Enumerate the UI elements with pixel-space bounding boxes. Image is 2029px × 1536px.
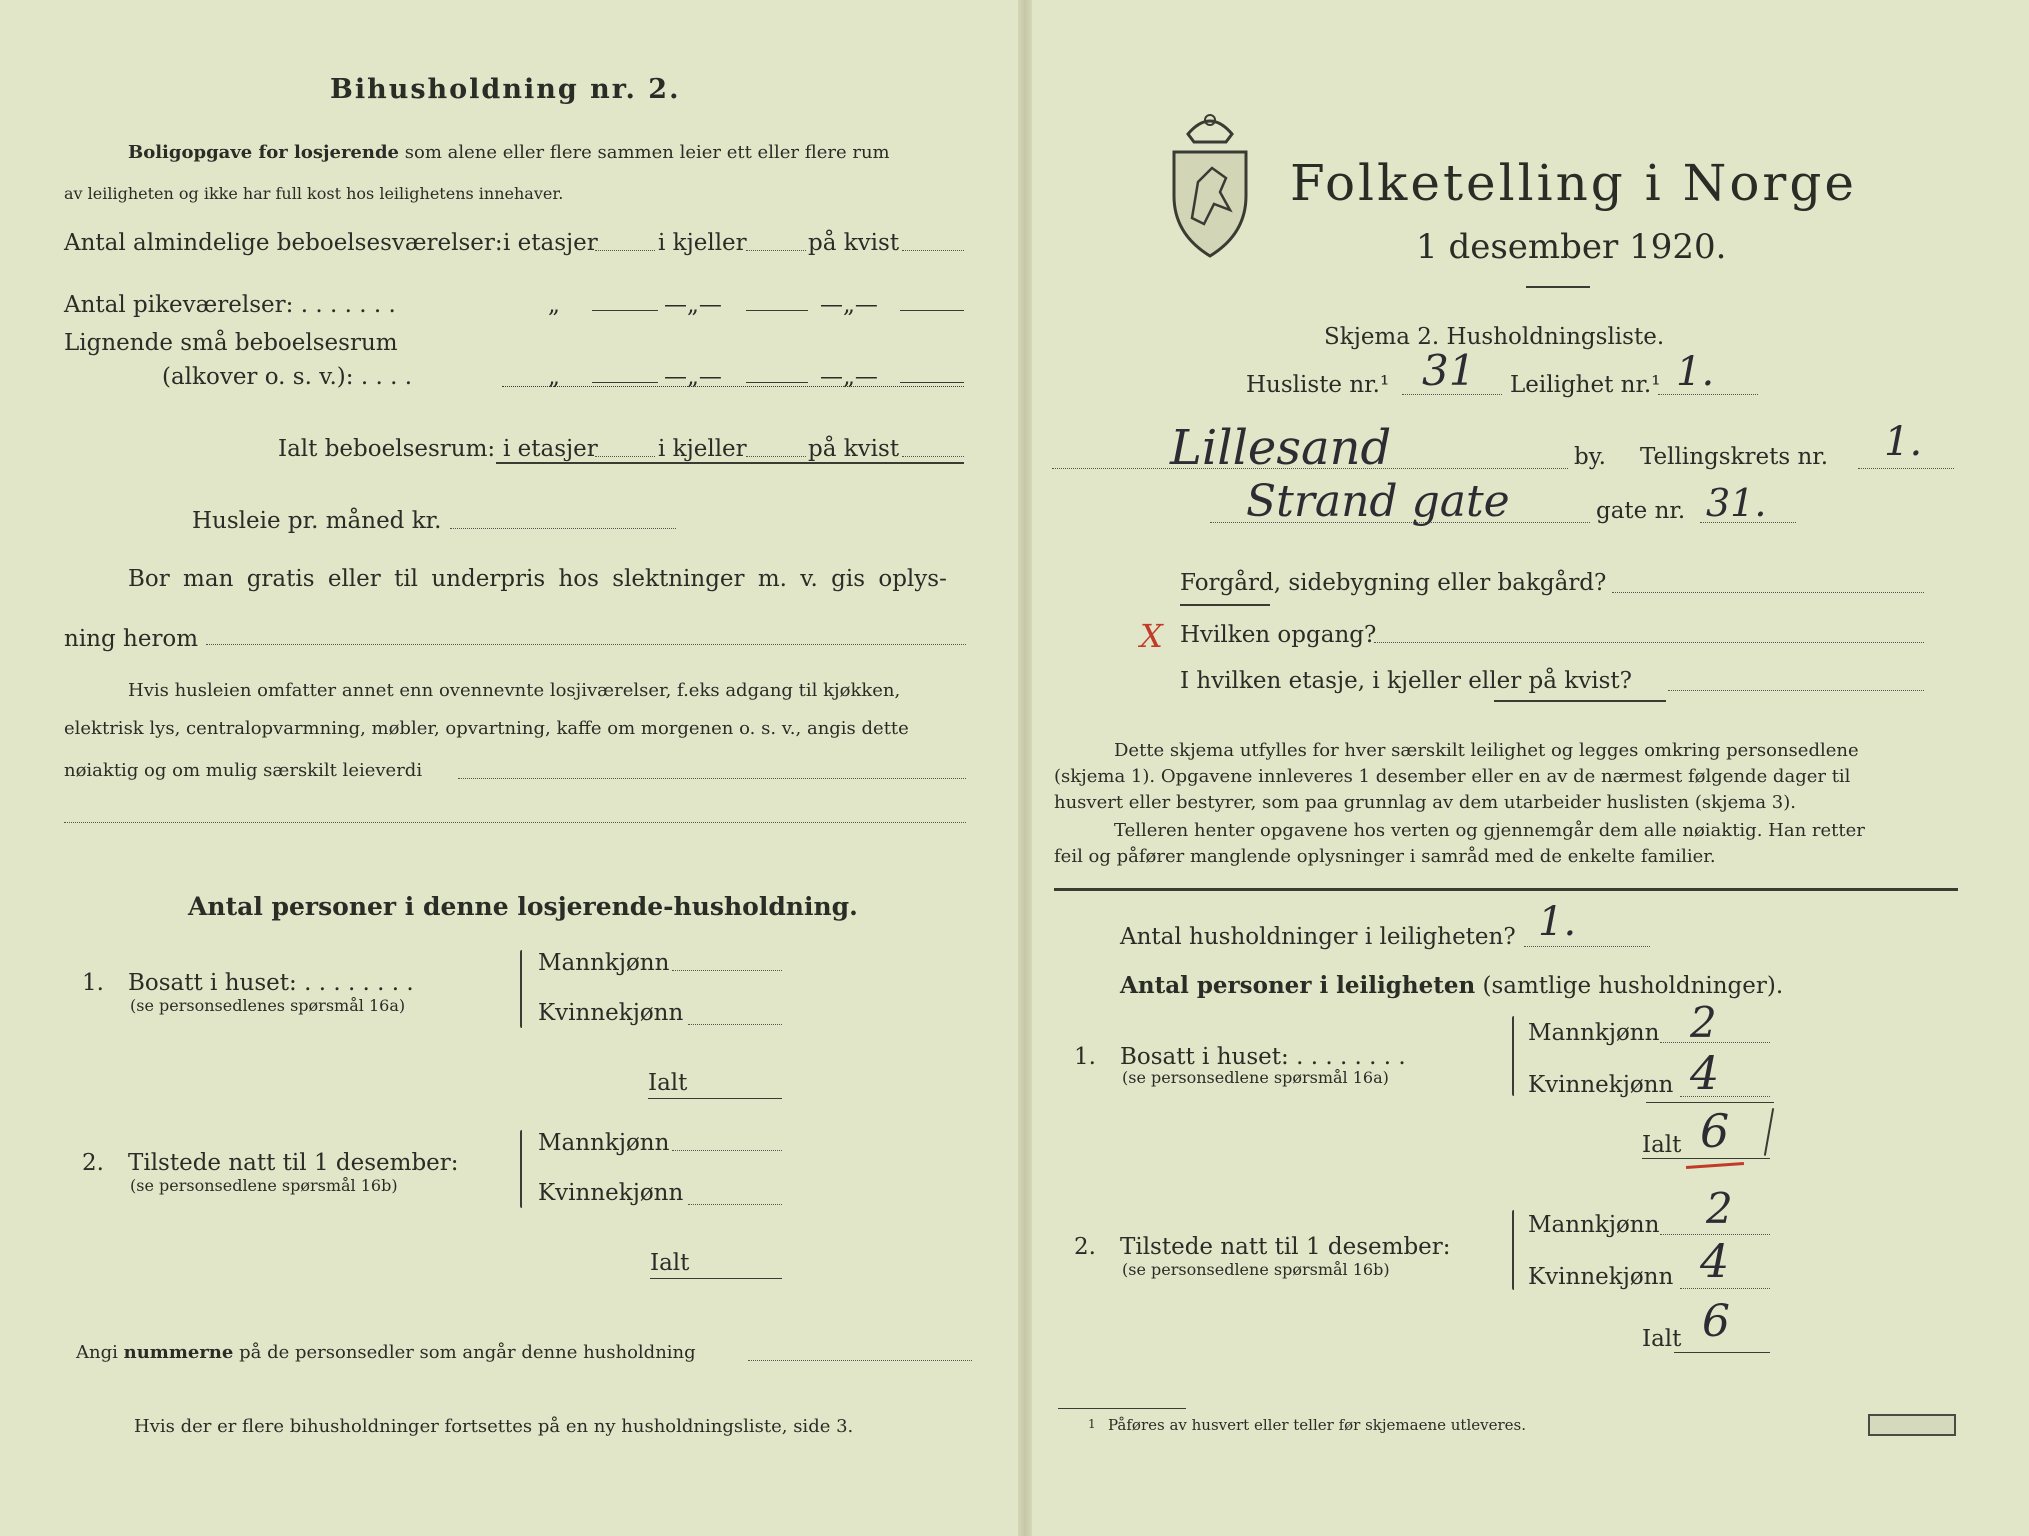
lignende-underline xyxy=(502,386,964,387)
left-q1-kvinne-label: Kvinnekjønn xyxy=(538,1000,684,1026)
rooms-kjeller-label: i kjeller xyxy=(658,230,747,256)
krets-value: 1. xyxy=(1884,419,1923,465)
krets-field[interactable] xyxy=(1858,468,1954,469)
right-persons-heading xyxy=(1120,974,1783,998)
gratis-line-1: Bor man gratis eller til underpris hos slektninger m. v. gis oplys- xyxy=(128,566,947,592)
right-q2-number: 2. xyxy=(1074,1234,1096,1260)
left-q1-brace xyxy=(520,950,522,1028)
instr-line-4: Telleren henter opgavene hos verten og gjennemgår dem alle nøiaktig. Han retter xyxy=(1114,820,1865,841)
pike-ditto-1: „ xyxy=(548,292,560,318)
husleie-label: Husleie pr. måned kr. xyxy=(192,508,442,534)
left-q2-sub: (se personsedlene spørsmål 16b) xyxy=(130,1176,398,1195)
right-q1-red-underline xyxy=(1686,1162,1744,1169)
lignende-field-1[interactable] xyxy=(592,382,658,383)
left-footer: Hvis der er flere bihusholdninger fortsettes på en ny husholdningsliste, side 3. xyxy=(134,1416,854,1437)
ialt-kjeller-label: i kjeller xyxy=(658,436,747,462)
left-q1-kvinne-field[interactable] xyxy=(688,1024,782,1025)
right-q1-label: Bosatt i huset: . . . . . . . . xyxy=(1120,1044,1406,1070)
lignende-ditto-3: —„— xyxy=(820,364,878,390)
ialt-kvist-field[interactable] xyxy=(902,456,964,457)
angi-bold: nummerne xyxy=(123,1342,234,1363)
husholdninger-value: 1. xyxy=(1538,899,1577,945)
right-persons-bold: Antal personer i leiligheten xyxy=(1120,972,1476,999)
right-q2-ialt-field[interactable] xyxy=(1674,1352,1770,1353)
note-line-1: Hvis husleien omfatter annet enn ovennevnte losjiværelser, f.eks adgang til kjøkken, xyxy=(128,680,901,701)
angi-line xyxy=(76,1344,696,1362)
footnote-marker: 1 xyxy=(1088,1417,1096,1431)
right-q1-ialt-value: 6 xyxy=(1700,1104,1730,1158)
rooms-kjeller-field[interactable] xyxy=(746,250,806,251)
right-title: Folketelling i Norge xyxy=(1290,154,1857,212)
left-q2-brace xyxy=(520,1130,522,1208)
census-date: 1 desember 1920. xyxy=(1416,227,1727,267)
ialt-rum-label: Ialt beboelsesrum: xyxy=(278,436,496,462)
footnote-rule xyxy=(1058,1408,1186,1409)
angi-pre: Angi xyxy=(76,1342,118,1363)
left-q2-ialt-label: Ialt xyxy=(650,1250,690,1276)
pike-field-3[interactable] xyxy=(900,310,964,311)
intro-line-1 xyxy=(128,144,890,162)
ialt-rum-underline xyxy=(496,462,964,464)
note-line-3: nøiaktig og om mulig særskilt leieverdi xyxy=(64,760,423,781)
gate-value: Strand gate xyxy=(1246,476,1510,527)
leilighet-value: 1. xyxy=(1676,349,1715,395)
right-q1-mann-label: Mannkjønn xyxy=(1528,1020,1660,1046)
right-q1-brace xyxy=(1512,1016,1514,1096)
pike-field-1[interactable] xyxy=(592,310,658,311)
page-fold xyxy=(1018,0,1032,1536)
by-value: Lillesand xyxy=(1170,420,1392,476)
pike-field-2[interactable] xyxy=(746,310,808,311)
etasje-field[interactable] xyxy=(1668,690,1924,691)
intro-line-2: av leiligheten og ikke har full kost hos leilighetens innehaver. xyxy=(64,184,564,203)
skjema-label: Skjema 2. Husholdningsliste. xyxy=(1324,324,1665,350)
forgard-label: Forgård, sidebygning eller bakgård? xyxy=(1180,570,1607,596)
gratis-line-2: ning herom xyxy=(64,626,199,652)
pike-ditto-3: —„— xyxy=(820,292,878,318)
husholdninger-label: Antal husholdninger i leiligheten? xyxy=(1120,924,1516,950)
note-line-2: elektrisk lys, centralopvarmning, møbler, opvartning, kaffe om morgenen o. s. v., angis dette xyxy=(64,718,909,739)
right-q2-label: Tilstede natt til 1 desember: xyxy=(1120,1234,1451,1260)
instr-line-1: Dette skjema utfylles for hver særskilt leilighet og legges omkring personsedlene xyxy=(1114,740,1859,761)
right-q1-ialt-field[interactable] xyxy=(1642,1158,1770,1159)
krets-label: Tellingskrets nr. xyxy=(1640,444,1829,470)
angi-field[interactable] xyxy=(748,1360,972,1361)
intro-bold: Boligopgave for losjerende xyxy=(128,142,400,163)
left-q1-mann-label: Mannkjønn xyxy=(538,950,670,976)
husliste-value: 31 xyxy=(1422,346,1476,395)
right-persons-rest: (samtlige husholdninger). xyxy=(1482,973,1784,999)
opgang-label: Hvilken opgang? xyxy=(1180,622,1377,648)
footnote-text: Påføres av husvert eller teller før skjemaene utleveres. xyxy=(1108,1416,1526,1434)
leilighet-label: Leilighet nr.¹ xyxy=(1510,372,1661,398)
left-q2-label: Tilstede natt til 1 desember: xyxy=(128,1150,459,1176)
left-q2-mann-field[interactable] xyxy=(672,1150,782,1151)
norway-coat-of-arms xyxy=(1168,112,1252,260)
left-q2-kvinne-field[interactable] xyxy=(688,1204,782,1205)
right-q2-kvinne-value: 4 xyxy=(1700,1234,1730,1288)
ialt-etasjer-field[interactable] xyxy=(595,456,655,457)
left-q1-sub: (se personsedlenes spørsmål 16a) xyxy=(130,996,406,1015)
leieverdi-field[interactable] xyxy=(458,778,966,779)
rooms-etasjer-field[interactable] xyxy=(595,250,655,251)
left-q2-ialt-field[interactable] xyxy=(650,1278,782,1279)
opgang-field[interactable] xyxy=(1374,642,1924,643)
lignende-label-1: Lignende små beboelsesrum xyxy=(64,330,398,356)
leieverdi-field-2[interactable] xyxy=(64,822,966,823)
lignende-ditto-2: —„— xyxy=(664,364,722,390)
by-label: by. xyxy=(1574,444,1606,470)
right-q2-kvinne-label: Kvinnekjønn xyxy=(1528,1264,1674,1290)
section-divider xyxy=(1054,888,1958,891)
right-q2-mann-value: 2 xyxy=(1706,1184,1733,1233)
right-q1-kvinne-label: Kvinnekjønn xyxy=(1528,1072,1674,1098)
instr-line-5: feil og påfører manglende oplysninger i samråd med de enkelte familier. xyxy=(1054,846,1716,867)
intro-rest: som alene eller flere sammen leier ett eller flere rum xyxy=(404,142,890,163)
rooms-kvist-label: på kvist xyxy=(808,230,900,256)
ialt-kjeller-field[interactable] xyxy=(746,456,806,457)
husleie-field[interactable] xyxy=(450,528,676,529)
forgard-field[interactable] xyxy=(1612,592,1924,593)
pike-ditto-2: —„— xyxy=(664,292,722,318)
ialt-kvist-label: på kvist xyxy=(808,436,900,462)
etasje-label: I hvilken etasje, i kjeller eller på kvist? xyxy=(1180,668,1632,694)
printer-stamp xyxy=(1868,1414,1956,1436)
left-q1-ialt-field[interactable] xyxy=(648,1098,782,1099)
husliste-label: Husliste nr.¹ xyxy=(1246,372,1390,398)
forgard-handwritten-underline xyxy=(1180,604,1270,606)
right-q1-number: 1. xyxy=(1074,1044,1096,1070)
right-q1-ialt-label: Ialt xyxy=(1642,1132,1682,1158)
instr-line-3: husvert eller bestyrer, som paa grunnlag av dem utarbeider huslisten (skjema 3). xyxy=(1054,792,1796,813)
right-q2-kvinne-field[interactable] xyxy=(1680,1288,1770,1289)
gate-nr-value: 31. xyxy=(1706,481,1767,525)
gratis-field[interactable] xyxy=(206,644,966,645)
rooms-kvist-field[interactable] xyxy=(902,250,964,251)
lignende-ditto-1: „ xyxy=(548,364,560,390)
right-q2-brace xyxy=(1512,1210,1514,1290)
etasje-handwritten-underline xyxy=(1494,700,1666,702)
left-q2-mann-label: Mannkjønn xyxy=(538,1130,670,1156)
right-q2-mann-label: Mannkjønn xyxy=(1528,1212,1660,1238)
right-q1-sum-rule xyxy=(1646,1102,1774,1103)
right-q1-check-mark xyxy=(1764,1108,1775,1156)
lignende-field-2[interactable] xyxy=(746,382,808,383)
left-q1-number: 1. xyxy=(82,970,104,996)
left-q1-label: Bosatt i huset: . . . . . . . . xyxy=(128,970,414,996)
angi-rest: på de personsedler som angår denne husholdning xyxy=(239,1342,696,1363)
gate-label: gate nr. xyxy=(1596,498,1686,524)
right-q1-kvinne-value: 4 xyxy=(1690,1046,1720,1100)
instr-line-2: (skjema 1). Opgavene innleveres 1 desember eller en av de nærmest følgende dager til xyxy=(1054,766,1851,787)
lignende-label-2: (alkover o. s. v.): . . . . xyxy=(162,364,413,390)
title-rule xyxy=(1526,286,1590,288)
left-q1-ialt-label: Ialt xyxy=(648,1070,688,1096)
left-persons-heading: Antal personer i denne losjerende-husholdning. xyxy=(188,892,858,921)
right-q1-mann-value: 2 xyxy=(1690,998,1717,1047)
right-q2-sub: (se personsedlene spørsmål 16b) xyxy=(1122,1260,1390,1279)
opgang-red-mark: X xyxy=(1140,617,1163,655)
rooms-etasjer-label: i etasjer xyxy=(503,230,598,256)
ialt-etasjer-label: i etasjer xyxy=(503,436,598,462)
left-title: Bihusholdning nr. 2. xyxy=(330,74,681,105)
right-q1-sub: (se personsedlene spørsmål 16a) xyxy=(1122,1068,1389,1087)
pike-label: Antal pikeværelser: . . . . . . . xyxy=(64,292,396,318)
left-q2-number: 2. xyxy=(82,1150,104,1176)
right-q2-ialt-value: 6 xyxy=(1702,1296,1730,1347)
rooms-label: Antal almindelige beboelsesværelser: xyxy=(64,230,503,256)
left-q1-mann-field[interactable] xyxy=(672,970,782,971)
lignende-field-3[interactable] xyxy=(900,382,964,383)
left-q2-kvinne-label: Kvinnekjønn xyxy=(538,1180,684,1206)
right-q2-ialt-label: Ialt xyxy=(1642,1326,1682,1352)
husholdninger-field[interactable] xyxy=(1524,946,1650,947)
